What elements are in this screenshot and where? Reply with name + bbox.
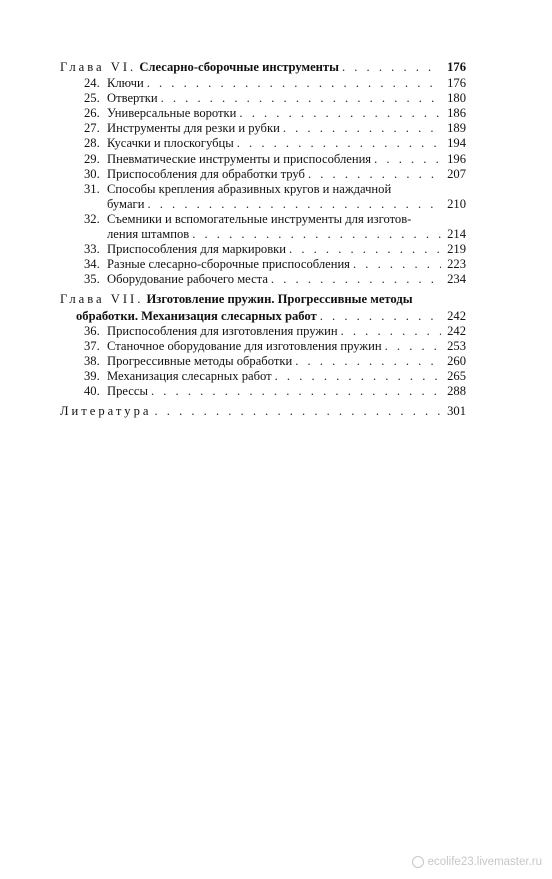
entry-title: Съемники и вспомогательные инструменты для изготов- [107, 211, 412, 226]
entry-number: 25. [84, 91, 100, 106]
toc-entry [60, 257, 466, 272]
dot-leader [283, 121, 441, 136]
chapter-7-heading [60, 292, 466, 307]
chapter-label: Глава VII. [60, 292, 144, 307]
page-number: 301 [447, 404, 466, 419]
entry-title: Приспособления для изготовления пружин [107, 323, 338, 338]
entry-title: Приспособления для маркировки [107, 242, 287, 257]
dot-leader [341, 324, 441, 339]
toc-entry [60, 242, 466, 257]
entry-title: Механизация слесарных работ [107, 368, 272, 383]
entry-title-continued: ления штампов [107, 227, 190, 242]
dot-leader [154, 404, 441, 419]
dot-leader [289, 242, 441, 257]
entry-number: 38. [84, 353, 100, 368]
toc-entry [60, 272, 466, 287]
watermark [412, 856, 542, 868]
dot-leader [271, 272, 441, 287]
entry-title: Прессы [107, 383, 148, 398]
dot-leader [275, 369, 441, 384]
entry-title: Кусачки и плоскогубцы [107, 136, 234, 151]
entry-number: 32. [84, 211, 100, 226]
chapter-label: Глава VI. [60, 60, 137, 74]
dot-leader [308, 167, 441, 182]
page-number: 186 [447, 106, 466, 121]
chapter-title-continued: обработки. Механизация слесарных работ [76, 308, 317, 323]
entry-number: 34. [84, 257, 100, 272]
entry-number: 37. [84, 338, 100, 353]
page-number: 180 [447, 91, 466, 106]
dot-leader [237, 136, 441, 151]
page-number: 207 [447, 166, 466, 181]
entry-number: 39. [84, 368, 100, 383]
literature-entry [60, 404, 466, 419]
dot-leader [147, 197, 441, 212]
page-number: 194 [447, 136, 466, 151]
dot-leader [320, 309, 441, 324]
entry-title-continued: бумаги [107, 196, 145, 211]
dot-leader [342, 60, 441, 75]
page-number: 219 [447, 242, 466, 257]
entry-number: 36. [84, 323, 100, 338]
toc-entry [60, 354, 466, 369]
entry-title: Инструменты для резки и рубки [107, 121, 280, 136]
chapter-6-heading [60, 60, 466, 75]
toc-entry [60, 121, 466, 136]
watermark-icon [412, 856, 424, 868]
page-number: 214 [447, 227, 466, 242]
page-number: 189 [447, 121, 466, 136]
entry-title: Способы крепления абразивных кругов и наждачной [107, 181, 392, 196]
dot-leader [295, 354, 441, 369]
table-of-contents [60, 60, 466, 419]
entry-number: 24. [84, 76, 100, 91]
toc-entry [60, 91, 466, 106]
toc-entry [60, 384, 466, 399]
entry-title: Приспособления для обработки труб [107, 166, 305, 181]
watermark-text: ecolife23.livemaster.ru [427, 856, 542, 868]
page-number: 260 [447, 353, 466, 368]
page-number: 265 [447, 368, 466, 383]
chapter-title: Изготовление пружин. Прогрессивные методы [146, 292, 413, 307]
entry-title: Ключи [107, 76, 144, 91]
entry-number: 40. [84, 383, 100, 398]
page-number: 234 [447, 272, 466, 287]
toc-entry [60, 182, 466, 197]
dot-leader [374, 152, 441, 167]
entry-number: 30. [84, 166, 100, 181]
toc-entry [60, 212, 466, 227]
toc-entry [60, 152, 466, 167]
entry-number: 35. [84, 272, 100, 287]
dot-leader [239, 106, 441, 121]
dot-leader [151, 384, 441, 399]
entry-number: 33. [84, 242, 100, 257]
dot-leader [161, 91, 441, 106]
toc-entry [60, 324, 466, 339]
entry-number: 26. [84, 106, 100, 121]
toc-entry [60, 106, 466, 121]
toc-entry-continuation [60, 227, 466, 242]
page-number: 176 [447, 76, 466, 91]
dot-leader [192, 227, 441, 242]
entry-number: 27. [84, 121, 100, 136]
entry-title: Оборудование рабочего места [107, 272, 268, 287]
entry-title: Станочное оборудование для изготовления пружин [107, 338, 382, 353]
page-number: 242 [447, 308, 466, 323]
toc-entry [60, 339, 466, 354]
entry-title: Отвертки [107, 91, 158, 106]
dot-leader [147, 76, 441, 91]
entry-title: Универсальные воротки [107, 106, 237, 121]
dot-leader [385, 339, 441, 354]
page-number: 288 [447, 383, 466, 398]
toc-entry [60, 167, 466, 182]
page-number: 196 [447, 151, 466, 166]
chapter-7-heading-continuation [60, 309, 466, 324]
page-number: 253 [447, 338, 466, 353]
toc-entry [60, 369, 466, 384]
literature-label: Литература [60, 404, 152, 419]
entry-number: 28. [84, 136, 100, 151]
page-number: 210 [447, 196, 466, 211]
entry-number: 29. [84, 151, 100, 166]
entry-number: 31. [84, 181, 100, 196]
chapter-title: Слесарно-сборочные инструменты [139, 60, 339, 74]
toc-entry [60, 76, 466, 91]
dot-leader [353, 257, 441, 272]
entry-title: Пневматические инструменты и приспособления [107, 151, 372, 166]
toc-entry [60, 136, 466, 151]
entry-title: Разные слесарно-сборочные приспособления [107, 257, 350, 272]
page-number: 242 [447, 323, 466, 338]
page-number: 176 [447, 60, 466, 74]
toc-entry-continuation [60, 197, 466, 212]
page-number: 223 [447, 257, 466, 272]
entry-title: Прогрессивные методы обработки [107, 353, 293, 368]
